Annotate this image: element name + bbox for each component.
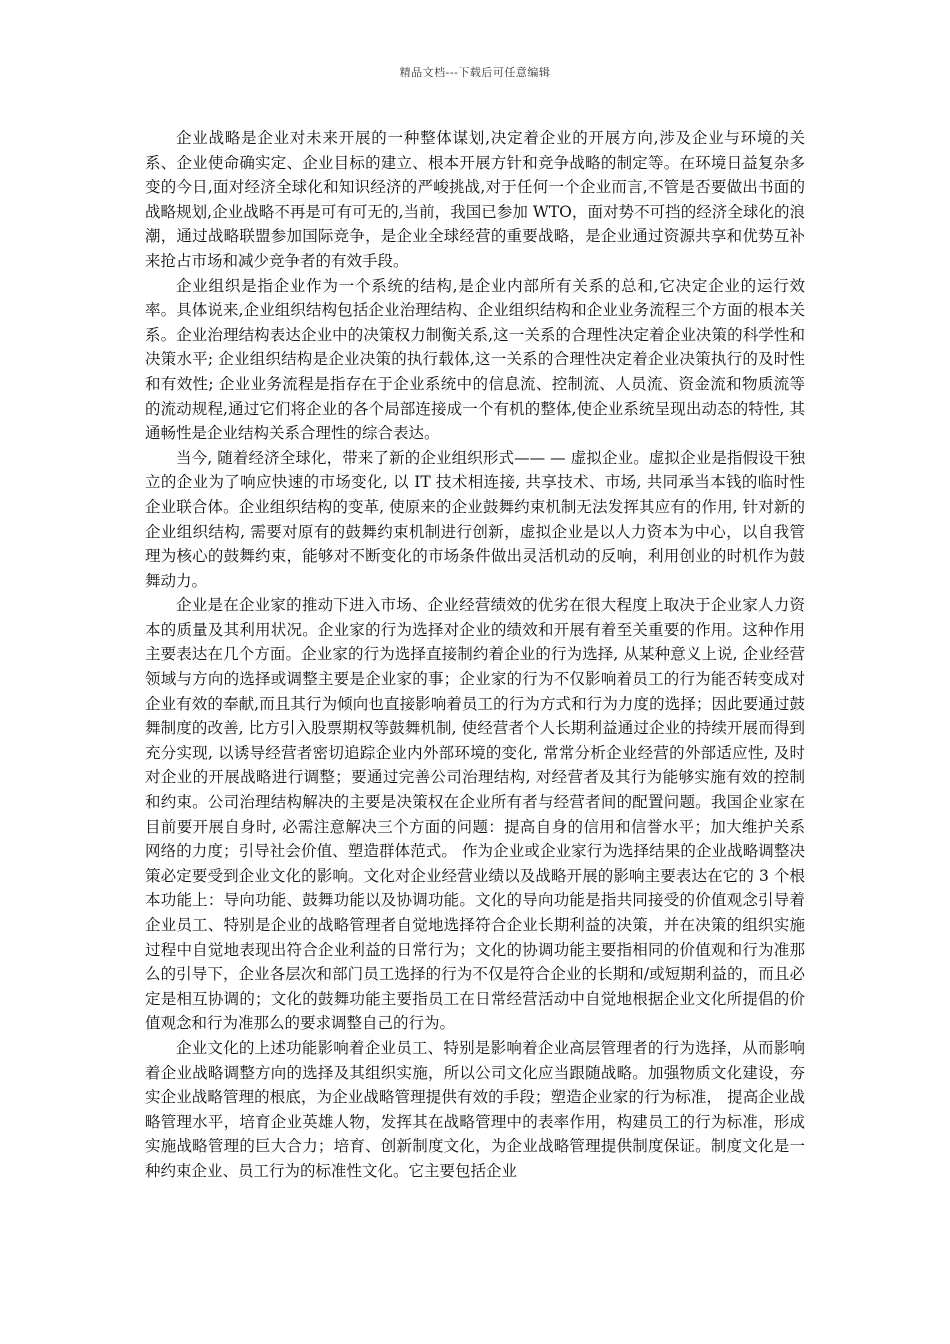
paragraph-virtual-enterprise: 当今, 随着经济全球化，带来了新的企业组织形式—— — 虚拟企业。虚拟企业是指假设干独立的企业为了响应快速的市场变化, 以 IT 技术相连接, 共享技术、市场, 共同承当本钱的临时性企业联合体。企业组织结构的变革, 使原来的企业鼓舞约束机制无法发挥其应有的作用, 针对新的企业组织结构, 需要对原有的鼓舞约束机制进行创新，虚拟企业是以人力资本为中心，以自我管理为核心的鼓舞约束，能够对不断变化的市场条件做出灵活机动的反响，利用创业的时机作为鼓舞动力。 xyxy=(145,448,805,590)
document-body xyxy=(145,126,805,1184)
page-header: 精品文档---下载后可任意编辑 xyxy=(399,66,551,79)
paragraph-corporate-culture: 企业文化的上述功能影响着企业员工、特别是影响着企业高层管理者的行为选择，从而影响着企业战略调整方向的选择及其组织实施，所以公司文化应当跟随战略。加强物质文化建设，夯实企业战略管理的根底，为企业战略管理提供有效的手段；塑造企业家的行为标准， 提高企业战略管理水平，培育企业英雄人物，发挥其在战略管理中的表率作用，构建员工的行为标准，形成实施战略管理的巨大合力；培育、创新制度文化，为企业战略管理提供制度保证。制度文化是一种约束企业、员工行为的标准性文化。它主要包括企业 xyxy=(145,1038,805,1180)
paragraph-strategy: 企业战略是企业对未来开展的一种整体谋划,决定着企业的开展方向,涉及企业与环境的关系、企业使命确实定、企业目标的建立、根本开展方针和竞争战略的制定等。在环境日益复杂多变的今日,面对经济全球化和知识经济的严峻挑战,对于任何一个企业而言,不管是否要做出书面的战略规划,企业战略不再是可有可无的,当前，我国已参加 WTO，面对势不可挡的经济全球化的浪潮，通过战略联盟参加国际竞争，是企业全球经营的重要战略，是企业通过资源共享和优势互补来抢占市场和减少竞争者的有效手段。 xyxy=(145,129,805,270)
paragraph-organization: 企业组织是指企业作为一个系统的结构,是企业内部所有关系的总和,它决定企业的运行效率。具体说来,企业组织结构包括企业治理结构、企业组织结构和企业业务流程三个方面的根本关系。企业治理结构表达企业中的决策权力制衡关系,这一关系的合理性决定着企业决策的科学性和决策水平; 企业组织结构是企业决策的执行载体,这一关系的合理性决定着企业决策执行的及时性和有效性; 企业业务流程是指存在于企业系统中的信息流、控制流、人员流、资金流和物质流等的流动规程,通过它们将企业的各个局部连接成一个有机的整体,使企业系统呈现出动态的特性, 其通畅性是企业结构关系合理性的综合表达。 xyxy=(145,276,805,443)
paragraph-entrepreneur: 企业是在企业家的推动下进入市场、企业经营绩效的优劣在很大程度上取决于企业家人力资本的质量及其利用状况。企业家的行为选择对企业的绩效和开展有着至关重要的作用。这种作用主要表达在几个方面。企业家的行为选择直接制约着企业的行为选择, 从某种意义上说, 企业经营领域与方向的选择或调整主要是企业家的事；企业家的行为不仅影响着员工的行为能否转变成对企业有效的奉献,而且其行为倾向也直接影响着员工的行为方式和行为力度的选择；因此要通过鼓舞制度的改善, 比方引入股票期权等鼓舞机制, 使经营者个人长期利益通过企业的持续开展而得到充分实现, 以诱导经营者密切追踪企业内外部环境的变化, 常常分析企业经营的外部适应性, 及时对企业的开展战略进行调整；要通过完善公司治理结构, 对经营者及其行为能够实施有效的控制和约束。公司治理结构解决的主要是决策权在企业所有者与经营者间的配置问题。我国企业家在目前要开展自身时, 必需注意解决三个方面的问题：提高自身的信用和信誉水平；加大维护关系网络的力度；引导社会价值、塑造群体范式。 作为企业或企业家行为选择结果的企业战略调整决策必定要受到企业文化的影响。文化对企业经营业绩以及战略开展的影响主要表达在它的 3 个根本功能上：导向功能、鼓舞功能以及协调功能。文化的导向功能是指共同接受的价值观念引导着企业员工、特别是企业的战略管理者自觉地选择符合企业长期利益的决策，并在决策的组织实施过程中自觉地表现出符合企业利益的日常行为；文化的协调功能主要指相同的价值观和行为准那么的引导下，企业各层次和部门员工选择的行为不仅是符合企业的长期和/或短期利益的，而且必定是相互协调的；文化的鼓舞功能主要指员工在日常经营活动中自觉地根据企业文化所提倡的价值观念和行为准那么的要求调整自己的行为。 xyxy=(145,596,805,1033)
